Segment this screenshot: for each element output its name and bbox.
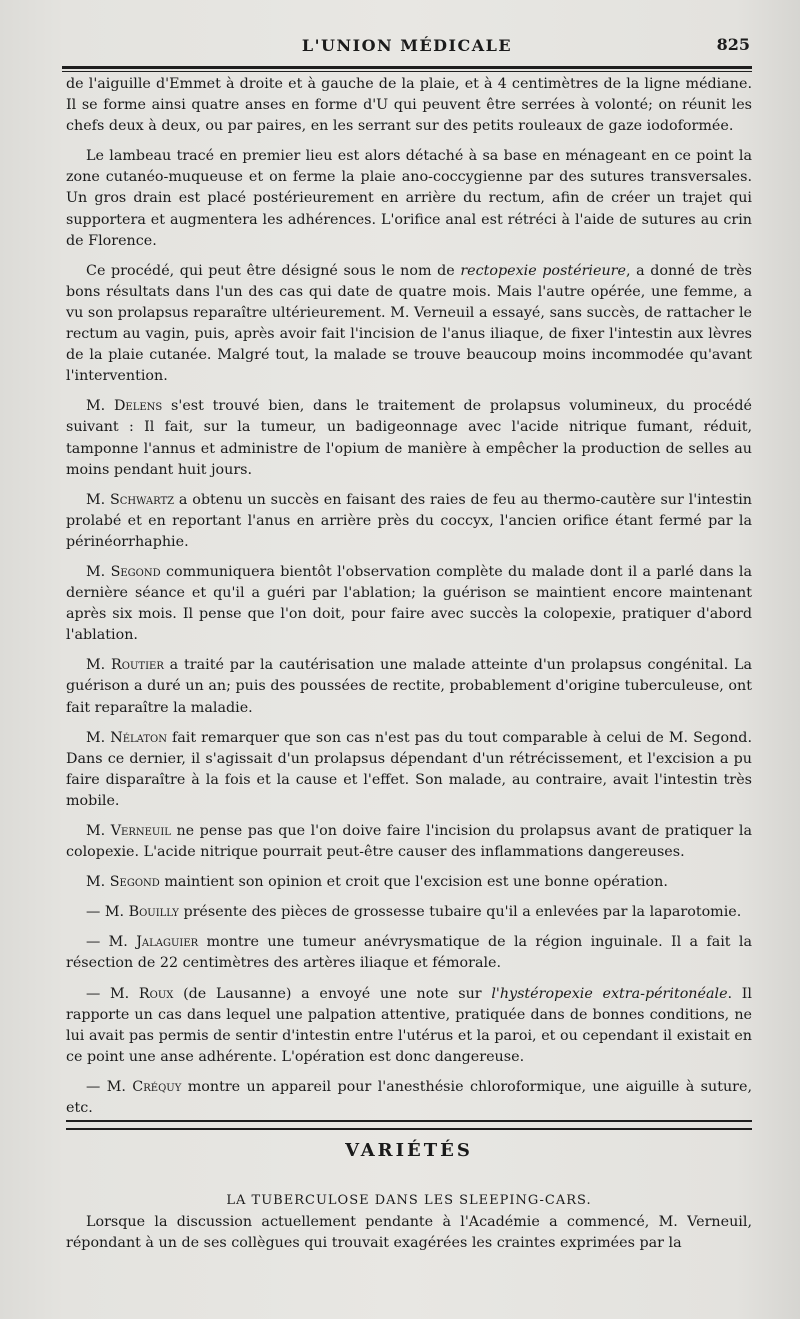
speech-paragraph xyxy=(66,902,752,923)
speech-text: maintient son opinion et croit que l'excision est une bonne opération. xyxy=(159,874,668,891)
speech-paragraph xyxy=(66,821,752,863)
speaker-prefix: M. xyxy=(86,398,114,415)
speaker-name: Segond xyxy=(109,874,160,891)
speaker-name: Routier xyxy=(111,657,164,674)
section-divider xyxy=(66,1120,752,1130)
speech-text: . Il rapporte un cas dans lequel une palpation attentive, pratiquée dans de bonnes conditions, ne lui avait pas permis de sentir d'intestin entre l'utérus et la paroi, et ou cependant il existait en ce point une anse adhérente. L'opération est donc dangereuse. xyxy=(66,985,752,1065)
paragraph: Le lambeau tracé en premier lieu est alors détaché à sa base en ménageant en ce point la zone cutanéo-muqueuse et on ferme la plaie ano-coccygienne par des sutures transversales. Un gros drain est placé postérieurement en arrière du rectum, afin de créer un trajet qui supportera et augmentera les adhérences. L'orifice anal est rétréci à l'aide de sutures au crin de Florence. xyxy=(66,148,752,249)
page-header xyxy=(62,30,752,70)
speaker-prefix: — M. xyxy=(86,985,139,1002)
text: Ce procédé, qui peut être désigné sous le nom de xyxy=(86,262,461,279)
speech-text: a traité par la cautérisation une malade atteinte d'un prolapsus congénital. La guérison a duré un an; puis des poussées de rectite, probablement d'origine tuberculeuse, ont fait reparaître la maladie. xyxy=(66,657,752,716)
speaker-name: Schwartz xyxy=(109,491,175,508)
speech-text: fait remarquer que son cas n'est pas du tout comparable à celui de M. Segond. Dans ce dernier, il s'agissait d'un prolapsus dépendant d'un rétrécissement, et l'excision a pu faire disparaître à la fois et la cause et l'effet. Son malade, au contraire, avait l'intestin très mobile. xyxy=(66,729,752,809)
speech-paragraph xyxy=(66,872,752,893)
paragraph: de l'aiguille d'Emmet à droite et à gauche de la plaie, et à 4 centimètres de la ligne médiane. Il se forme ainsi quatre anses en forme d'U qui peuvent être serrées à volonté; on réunit les chefs deux à deux, ou par paires, en les serrant sur des petits rouleaux de gaze iodoformée. xyxy=(66,76,752,135)
section-title: VARIÉTÉS xyxy=(345,1140,473,1161)
speech-text: communiquera bientôt l'observation complète du malade dont il a parlé dans la dernière séance et qu'il a guéri par l'ablation; la guérison se maintient encore maintenant après six mois. Il pense que l'on doit, pour faire avec succès la colopexie, pratiquer d'abord l'ablation. xyxy=(66,563,752,644)
speaker-name: Delens xyxy=(113,398,163,415)
speech-text: ne pense pas que l'on doive faire l'incision du prolapsus avant de pratiquer la colopexie. L'acide nitrique pourrait peut-être causer des inflammations dangereuses. xyxy=(66,823,752,861)
speaker-prefix: M. xyxy=(86,491,110,508)
speech-paragraph xyxy=(66,984,752,1068)
speaker-name: Jalaguier xyxy=(136,934,199,951)
journal-title: L'UNION MÉDICALE xyxy=(301,36,513,55)
speaker-prefix: — M. xyxy=(86,1078,133,1095)
speaker-prefix: M. xyxy=(86,657,112,674)
speaker-prefix: — M. xyxy=(86,934,137,951)
speaker-prefix: M. xyxy=(86,729,111,746)
speaker-prefix: — M. xyxy=(86,904,129,921)
speech-paragraph xyxy=(66,562,752,646)
speaker-name: Roux xyxy=(138,985,174,1002)
speech-paragraph xyxy=(66,490,752,553)
speaker-prefix: M. xyxy=(86,874,110,891)
subsection-title: LA TUBERCULOSE DANS LES SLEEPING-CARS. xyxy=(226,1193,592,1208)
speaker-name: Segond xyxy=(110,563,161,580)
section-body xyxy=(66,1212,752,1254)
text: , a donné de très bons résultats dans l'un des cas qui date de quatre mois. Mais l'autre opérée, une femme, a vu son prolapsus reparaître ultérieurement. M. Verneuil a essayé, sans succès, de rattacher le rectum au vagin, puis, après avoir fait l'incision de l'anus iliaque, de fixer l'intestin aux lèvres de la plaie cutanée. Malgré tout, la malade se trouve beaucoup moins incommodée qu'avant l'intervention. xyxy=(66,262,752,385)
speech-paragraph xyxy=(66,1077,752,1119)
speaker-name: Verneuil xyxy=(110,823,171,839)
speech-paragraph xyxy=(66,728,752,812)
speaker-name: Créquy xyxy=(132,1078,182,1095)
speech-paragraph xyxy=(66,655,752,718)
header-rule xyxy=(62,66,752,72)
speaker-name: Nélaton xyxy=(110,729,167,746)
speech-text: a obtenu un succès en faisant des raies de feu au thermo-cautère sur l'intestin prolabé et en reportant l'anus en arrière près du coccyx, l'ancien orifice étant fermé par la périnéorrhaphie. xyxy=(66,491,752,550)
speaker-name: Bouilly xyxy=(128,904,179,921)
speech-text: montre un appareil pour l'anesthésie chloroformique, une aiguille à suture, etc. xyxy=(66,1078,752,1117)
speech-text: montre une tumeur anévrysmatique de la région inguinale. Il a fait la résection de 22 centimètres des artères iliaque et fémorale. xyxy=(66,934,752,972)
paragraph: Lorsque la discussion actuellement pendante à l'Académie a commencé, M. Verneuil, répondant à un de ses collègues qui trouvait exagérées les craintes exprimées par la xyxy=(66,1214,752,1252)
page-number: 825 xyxy=(716,35,750,54)
paragraph xyxy=(66,261,752,388)
term: l'hystéropexie extra-péritonéale xyxy=(491,985,728,1002)
speaker-prefix: M. xyxy=(86,563,111,580)
speech-text: présente des pièces de grossesse tubaire qu'il a enlevées par la laparotomie. xyxy=(178,904,742,921)
speech-text: (de Lausanne) a envoyé une note sur xyxy=(173,985,492,1002)
speaker-prefix: M. xyxy=(86,823,111,839)
term: rectopexie postérieure xyxy=(460,262,626,279)
speech-paragraph xyxy=(66,396,752,480)
speech-paragraph xyxy=(66,932,752,974)
speech-text: s'est trouvé bien, dans le traitement de prolapsus volumineux, du procédé suivant : Il fait, sur la tumeur, un badigeonnage avec l'acide nitrique fumant, réduit, tamponne l'annus et administre de l'opium de manière à empêcher la production de selles au moins pendant huit jours. xyxy=(66,398,752,478)
article-body xyxy=(66,74,752,1128)
